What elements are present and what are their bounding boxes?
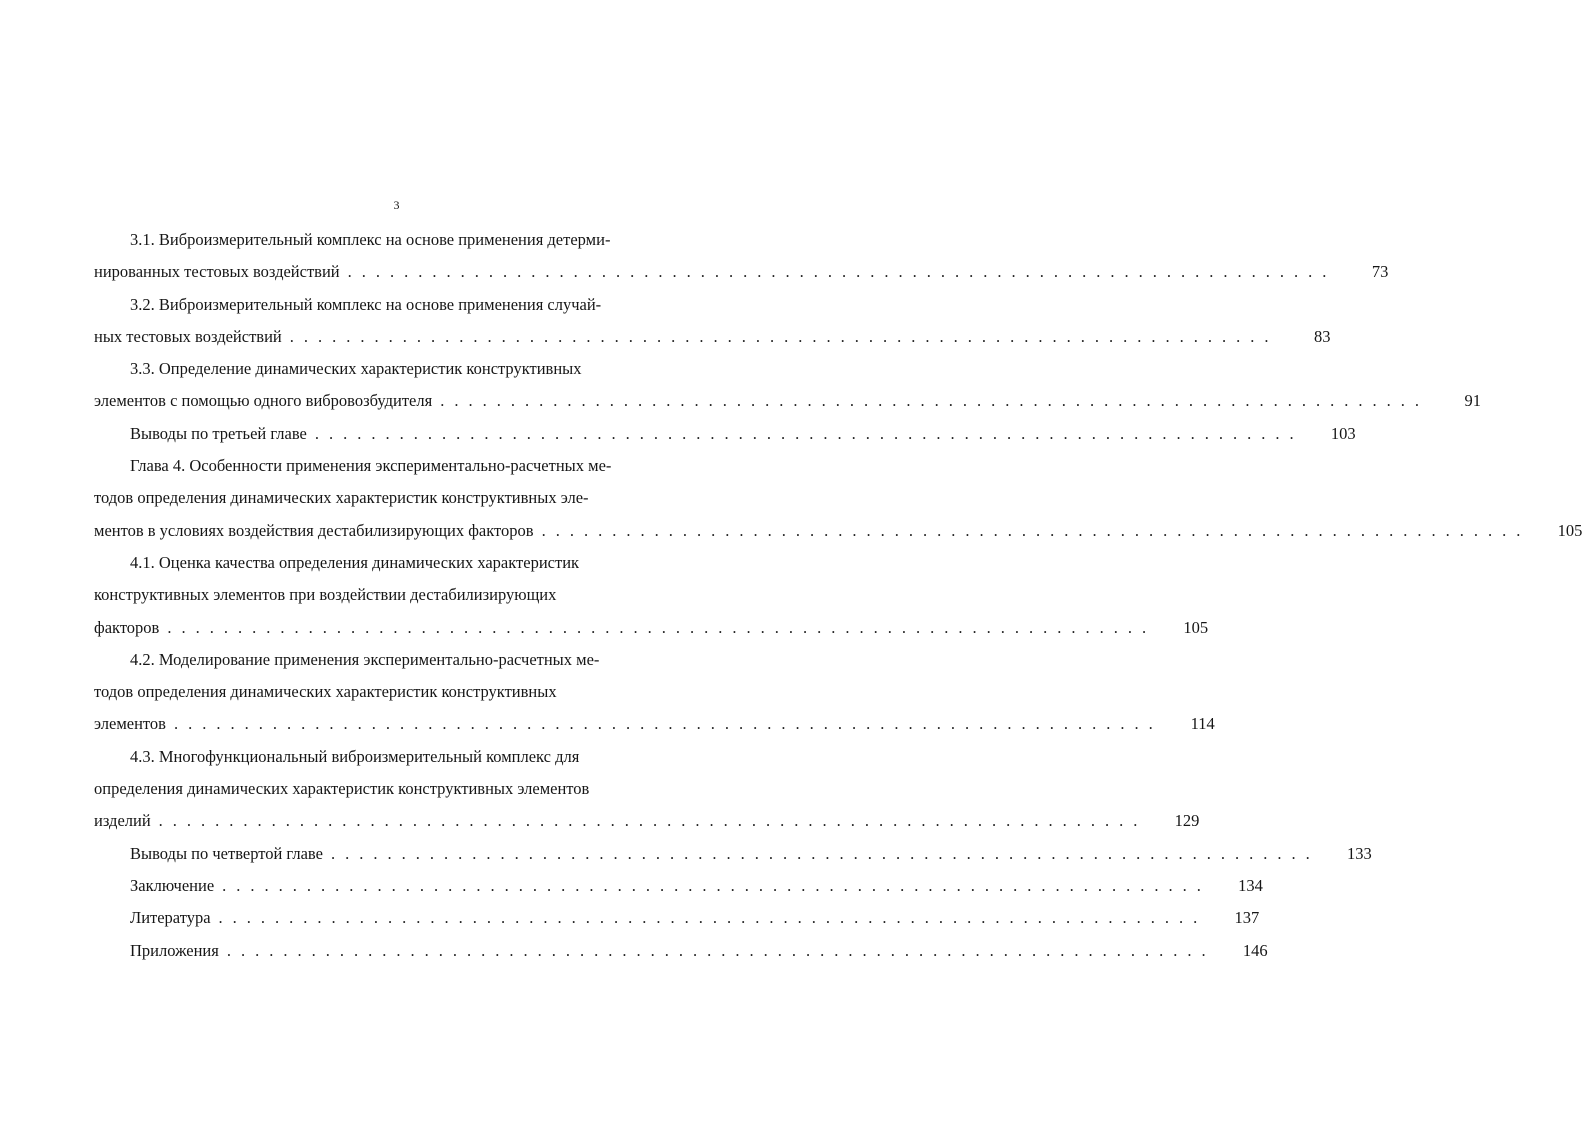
toc-entry-line: 4.1. Оценка качества определения динамических характеристик (130, 552, 580, 572)
toc-page-number: 137 (1234, 908, 1260, 928)
toc-entry-last-line: ментов в условиях воздействия дестабилизирующих факторов (94, 520, 534, 540)
toc-page-number: 73 (1371, 262, 1389, 282)
dot-leader: ...................................................................... (314, 423, 1304, 443)
toc-entry (94, 289, 1331, 354)
toc-entry-line: 4.3. Многофункциональный виброизмерительный комплекс для (130, 746, 580, 766)
toc-page-number: 114 (1190, 714, 1215, 734)
dot-leader: ...................................................................... (289, 326, 1279, 346)
toc-entry (94, 547, 1209, 644)
toc-entry (94, 353, 1481, 418)
toc-entry-last-line: элементов (94, 714, 166, 734)
toc-page-number: 133 (1346, 843, 1372, 863)
dot-leader: ...................................................................... (440, 391, 1429, 411)
toc-entry-last-line: факторов (94, 617, 160, 637)
toc-entry (94, 935, 1268, 967)
toc-entry-last-line: Выводы по третьей главе (130, 423, 307, 443)
toc-entry-last-line: нированных тестовых воздействий (94, 262, 340, 282)
toc-page-number: 146 (1242, 940, 1268, 960)
toc-page-number: 105 (1183, 617, 1209, 637)
toc-entry-line: конструктивных элементов при воздействии дестабилизирующих (94, 585, 557, 605)
dot-leader: ...................................................................... (347, 262, 1337, 282)
toc-entry (94, 870, 1263, 902)
toc-entry (94, 741, 1200, 838)
toc-entry (94, 450, 1582, 547)
toc-entry (94, 902, 1260, 934)
dot-leader: ...................................................................... (541, 520, 1531, 540)
dot-leader: ...................................................................... (173, 714, 1163, 734)
dot-leader: ...................................................................... (158, 811, 1148, 831)
toc-entry-last-line: ных тестовых воздействий (94, 326, 282, 346)
toc-page-number: 134 (1238, 875, 1263, 895)
toc-entry-line: определения динамических характеристик конструктивных элементов (94, 779, 590, 799)
dot-leader: ...................................................................... (167, 617, 1157, 637)
toc-page-number: 91 (1464, 391, 1481, 411)
toc-entry (94, 644, 1215, 741)
toc-page-number: 129 (1174, 811, 1200, 831)
toc-entry-line: 3.1. Виброизмерительный комплекс на основе применения детерми- (130, 230, 611, 249)
toc-entry-line: 4.2. Моделирование применения экспериментально-расчетных ме- (130, 649, 600, 669)
toc-entry-last-line: Заключение (130, 875, 215, 895)
toc-entry-last-line: Литература (130, 908, 211, 928)
toc-entry-line: Глава 4. Особенности применения экспериментально-расчетных ме- (130, 456, 612, 476)
toc-entry-last-line: элементов с помощью одного вибровозбудителя (94, 391, 433, 411)
toc-entry (94, 838, 1372, 870)
dot-leader: ...................................................................... (226, 940, 1216, 960)
table-of-contents (94, 224, 1582, 967)
toc-entry-line: 3.2. Виброизмерительный комплекс на основе применения случай- (130, 294, 602, 314)
toc-page-number: 83 (1314, 326, 1331, 346)
toc-entry-last-line: изделий (94, 811, 151, 831)
toc-entry-line: 3.3. Определение динамических характеристик конструктивных (130, 359, 582, 379)
toc-entry (94, 224, 1389, 289)
dot-leader: ...................................................................... (218, 908, 1208, 928)
toc-entry-last-line: Выводы по четвертой главе (130, 843, 323, 863)
dot-leader: ...................................................................... (330, 843, 1320, 863)
page-number: 3 (393, 198, 400, 212)
dot-leader: ...................................................................... (222, 875, 1211, 895)
toc-entry-line: тодов определения динамических характеристик конструктивных (94, 682, 557, 702)
toc-page-number: 105 (1557, 520, 1582, 540)
toc-entry-last-line: Приложения (130, 940, 219, 960)
toc-entry (94, 418, 1356, 450)
toc-page-number: 103 (1330, 423, 1356, 443)
toc-entry-line: тодов определения динамических характеристик конструктивных эле- (94, 488, 589, 508)
